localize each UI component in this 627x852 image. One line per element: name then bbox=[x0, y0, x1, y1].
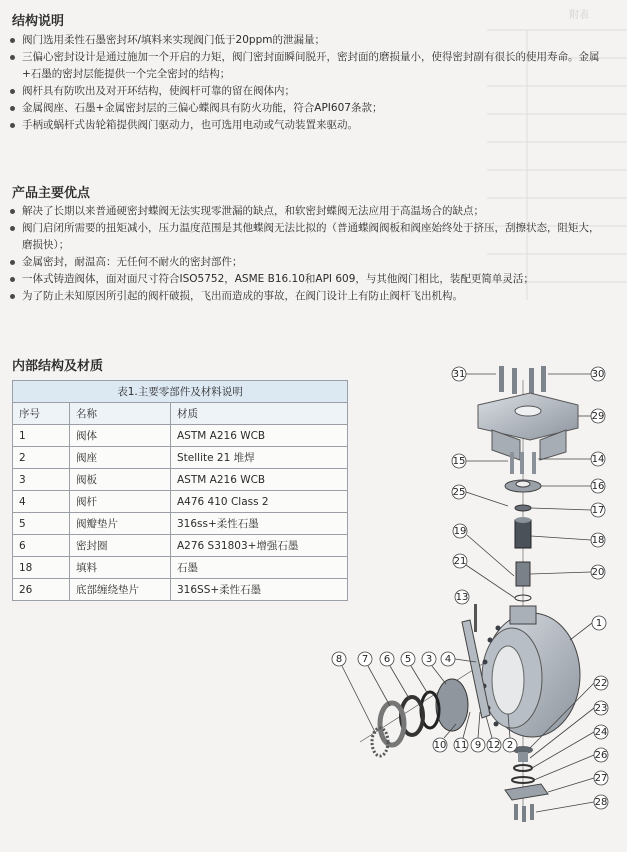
callout-labels bbox=[332, 367, 608, 812]
svg-text:5: 5 bbox=[404, 654, 412, 665]
cell-name: 填料 bbox=[70, 557, 171, 579]
svg-text:29: 29 bbox=[591, 411, 605, 422]
svg-text:3: 3 bbox=[425, 654, 433, 665]
cell-material: 316SS+柔性石墨 bbox=[171, 579, 348, 601]
bullet-icon bbox=[10, 89, 15, 94]
cell-material: 石墨 bbox=[171, 557, 348, 579]
internal-title: 内部结构及材质 bbox=[12, 359, 104, 374]
cell-no: 18 bbox=[13, 557, 70, 579]
table-row bbox=[13, 491, 348, 513]
top-bolts bbox=[499, 366, 546, 394]
exploded-valve-diagram bbox=[320, 355, 627, 852]
structure-item: 三偏心密封设计是通过施加一个开启的力矩，阀门密封面瞬间脱开，密封面的磨损量小，使得密封副有很长的使用寿命。金属+石墨的密封层能提供一个完全密封的结构； bbox=[8, 49, 618, 83]
svg-text:19: 19 bbox=[453, 526, 467, 537]
svg-text:17: 17 bbox=[591, 505, 605, 516]
callout-31 bbox=[452, 367, 496, 381]
col-header-no: 序号 bbox=[13, 403, 70, 425]
table-caption: 表1.主要零部件及材料说明 bbox=[13, 381, 348, 403]
callout-16 bbox=[541, 479, 605, 493]
svg-text:28: 28 bbox=[594, 797, 608, 808]
callout-17 bbox=[531, 503, 605, 517]
svg-text:14: 14 bbox=[591, 454, 605, 465]
valve-body bbox=[482, 606, 581, 737]
callout-29 bbox=[578, 409, 605, 423]
col-header-name: 名称 bbox=[70, 403, 171, 425]
cell-no: 6 bbox=[13, 535, 70, 557]
structure-item: 阀门选用柔性石墨密封环/填料来实现阀门低于20ppm的泄漏量； bbox=[8, 32, 618, 49]
structure-title: 结构说明 bbox=[12, 14, 65, 29]
cell-no: 26 bbox=[13, 579, 70, 601]
cell-no: 1 bbox=[13, 425, 70, 447]
structure-list bbox=[8, 32, 618, 134]
cell-material: Stellite 21 堆焊 bbox=[171, 447, 348, 469]
table-row bbox=[13, 579, 348, 601]
cell-material: 316ss+柔性石墨 bbox=[171, 513, 348, 535]
svg-text:6: 6 bbox=[383, 654, 391, 665]
mounting-bracket bbox=[478, 393, 578, 460]
table-header-row bbox=[13, 403, 348, 425]
svg-text:18: 18 bbox=[591, 535, 605, 546]
table-row bbox=[13, 513, 348, 535]
cell-name: 底部缠绕垫片 bbox=[70, 579, 171, 601]
callout-30 bbox=[548, 367, 605, 381]
callout-19 bbox=[453, 524, 514, 576]
table-row bbox=[13, 425, 348, 447]
cell-name: 阀板 bbox=[70, 469, 171, 491]
bullet-icon bbox=[10, 260, 15, 265]
svg-text:10: 10 bbox=[433, 740, 447, 751]
callout-1 bbox=[570, 616, 606, 640]
svg-text:31: 31 bbox=[452, 369, 466, 380]
bullet-icon bbox=[10, 55, 15, 60]
advantages-title: 产品主要优点 bbox=[12, 186, 91, 201]
cell-name: 阀座 bbox=[70, 447, 171, 469]
advantage-item: 解决了长期以来普通硬密封蝶阀无法实现零泄漏的缺点，和软密封蝶阀无法应用于高温场合的缺点； bbox=[8, 203, 608, 220]
svg-text:23: 23 bbox=[594, 703, 608, 714]
svg-text:11: 11 bbox=[454, 740, 468, 751]
cell-no: 4 bbox=[13, 491, 70, 513]
cell-no: 3 bbox=[13, 469, 70, 491]
bullet-icon bbox=[10, 38, 15, 43]
callout-20 bbox=[530, 565, 605, 579]
svg-text:9: 9 bbox=[474, 740, 482, 751]
ghost-heading: 附表 bbox=[569, 10, 589, 21]
svg-text:30: 30 bbox=[591, 369, 605, 380]
svg-text:4: 4 bbox=[444, 654, 452, 665]
bullet-icon bbox=[10, 123, 15, 128]
svg-text:16: 16 bbox=[591, 481, 605, 492]
callout-27 bbox=[548, 771, 608, 792]
bullet-icon bbox=[10, 294, 15, 299]
callout-25 bbox=[452, 485, 508, 506]
cell-name: 阀体 bbox=[70, 425, 171, 447]
bullet-icon bbox=[10, 209, 15, 214]
svg-text:7: 7 bbox=[361, 654, 369, 665]
structure-item: 金属阀座、石墨+金属密封层的三偏心蝶阀具有防火功能，符合API607条款； bbox=[8, 100, 618, 117]
svg-text:8: 8 bbox=[335, 654, 343, 665]
advantage-item: 金属密封，耐温高：无任何不耐火的密封部件； bbox=[8, 254, 608, 271]
cell-no: 5 bbox=[13, 513, 70, 535]
cell-material: ASTM A216 WCB bbox=[171, 425, 348, 447]
advantage-item: 阀门启闭所需要的扭矩减小，压力温度范围是其他蝶阀无法比拟的（普通蝶阀阀板和阀座始终处于挤压，刮擦状态，阻矩大，磨损快）； bbox=[8, 220, 608, 254]
svg-text:15: 15 bbox=[452, 456, 466, 467]
callout-28 bbox=[536, 795, 608, 812]
svg-text:1: 1 bbox=[595, 618, 603, 629]
cell-material: A276 S31803+增强石墨 bbox=[171, 535, 348, 557]
svg-text:2: 2 bbox=[506, 740, 514, 751]
bullet-icon bbox=[10, 106, 15, 111]
svg-text:20: 20 bbox=[591, 567, 605, 578]
cell-name: 阀杆 bbox=[70, 491, 171, 513]
cell-material: A476 410 Class 2 bbox=[171, 491, 348, 513]
callout-18 bbox=[531, 533, 605, 547]
cell-name: 密封圈 bbox=[70, 535, 171, 557]
svg-text:22: 22 bbox=[594, 678, 608, 689]
svg-text:26: 26 bbox=[594, 750, 608, 761]
callout-15 bbox=[452, 454, 508, 468]
svg-text:13: 13 bbox=[455, 592, 469, 603]
svg-text:21: 21 bbox=[453, 556, 467, 567]
table-row bbox=[13, 469, 348, 491]
advantage-item: 为了防止未知原因所引起的阀杆破损，飞出而造成的事故，在阀门设计上有防止阀杆飞出机构。 bbox=[8, 288, 608, 305]
svg-text:12: 12 bbox=[487, 740, 501, 751]
svg-text:24: 24 bbox=[594, 727, 608, 738]
structure-item: 手柄或蜗杆式齿轮箱提供阀门驱动力，也可选用电动或气动装置来驱动。 bbox=[8, 117, 618, 134]
structure-item: 阀杆具有防吹出及对开环结构，使阀杆可靠的留在阀体内； bbox=[8, 83, 618, 100]
svg-text:25: 25 bbox=[452, 487, 466, 498]
table-row bbox=[13, 557, 348, 579]
advantages-list bbox=[8, 203, 608, 305]
table-row bbox=[13, 447, 348, 469]
svg-text:27: 27 bbox=[594, 773, 608, 784]
advantage-item: 一体式铸造阀体，面对面尺寸符合ISO5752，ASME B16.10和API 609，与其他阀门相比，装配更简单灵活； bbox=[8, 271, 608, 288]
callout-13 bbox=[455, 590, 469, 604]
table-row bbox=[13, 535, 348, 557]
cell-name: 阀瓣垫片 bbox=[70, 513, 171, 535]
col-header-material: 材质 bbox=[171, 403, 348, 425]
parts-materials-table bbox=[12, 380, 348, 601]
bullet-icon bbox=[10, 226, 15, 231]
cell-material: ASTM A216 WCB bbox=[171, 469, 348, 491]
cell-no: 2 bbox=[13, 447, 70, 469]
bullet-icon bbox=[10, 277, 15, 282]
